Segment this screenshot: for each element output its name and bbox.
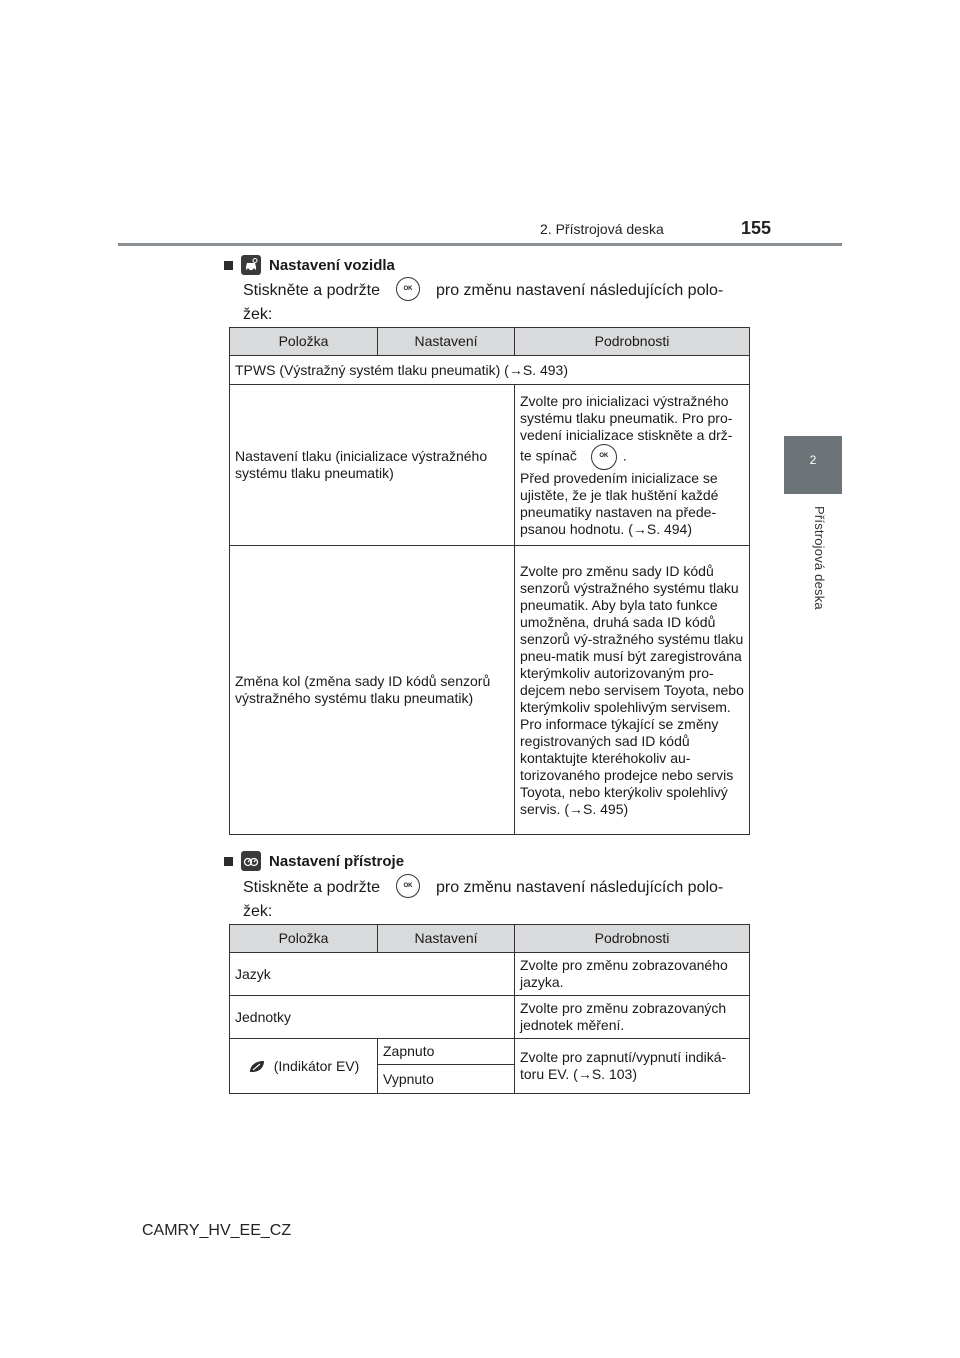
section-intro [243,279,753,327]
ok-button-icon: OK [591,444,617,470]
tpws-row-cell: TPWS (Výstražný systém tlaku pneumatik) (→S. 493) [230,356,750,385]
details-cell: Zvolte pro změnu zobrazovaného jazyka. [515,953,750,996]
column-header-item: Položka [230,328,378,356]
ok-button-icon: OK [396,277,420,301]
vehicle-settings-icon [241,255,261,275]
section-heading-text: Nastavení přístroje [269,852,405,870]
ev-item-cell [230,1039,378,1094]
details-text: . [622,447,627,464]
column-header-details: Podrobnosti [515,328,750,356]
table-row [230,996,750,1039]
table-row [230,953,750,996]
section-heading-text: Nastavení vozidla [269,256,395,274]
chapter-tab: 2 [784,436,842,494]
details-text: Zvolte pro inicializaci výstražného systému tlaku pneumatik. Pro pro-vedení inicializace stiskněte a drž- [520,392,733,443]
item-cell: Nastavení tlaku (inicializace výstražného systému tlaku pneumatik) [230,385,515,546]
table-header-row [230,328,750,356]
item-cell: Jazyk [230,953,515,996]
setting-option-off: Vypnuto [378,1065,515,1094]
intro-text-end: pro změnu nastavení následujících polo- [435,282,724,300]
footer-document-code: CAMRY_HV_EE_CZ [142,1222,292,1239]
page-number: 155 [741,218,772,238]
intro-text-line2: žek: [243,306,273,324]
bullet-icon [224,261,233,270]
bullet-icon [224,857,233,866]
section-meter-settings-heading [224,851,404,871]
intro-text-start: Stiskněte a podržte [243,879,380,897]
column-header-setting: Nastavení [378,925,515,953]
column-header-item: Položka [230,925,378,953]
column-header-setting: Nastavení [378,328,515,356]
details-cell [515,385,750,546]
table-row [230,356,750,385]
section-intro [243,876,753,924]
details-cell: Zvolte pro změnu sady ID kódů senzorů výstražného systému tlaku pneumatik. Aby byla tato funkce umožněna, druhá sada ID kódů senzorů vý-stražného systému tlaku pneu-matik musí být zaregistrována kterýmkoliv autorizovaným pro-dejcem nebo servisem Toyota, nebo kterýmkoliv spolehlivým servisem. Pro informace týkající se změny registrovaných sad ID kódů kontaktujte kteréhokoliv au-torizovaného prodejce nebo servis Toyota, nebo kterýkoliv spolehlivý servis. (→S. 495) [515,546,750,835]
intro-text-start: Stiskněte a podržte [243,282,380,300]
column-header-details: Podrobnosti [515,925,750,953]
table-header-row [230,925,750,953]
meter-settings-icon [241,851,261,871]
details-cell: Zvolte pro zapnutí/vypnutí indiká-toru EV. (→S. 103) [515,1039,750,1094]
vehicle-settings-table [229,327,750,835]
item-cell: Jednotky [230,996,515,1039]
table-row [230,385,750,546]
ev-indicator-icon [248,1060,266,1074]
ev-item-label: (Indikátor EV) [273,1057,360,1074]
table-row [230,546,750,835]
item-cell: Změna kol (změna sady ID kódů senzorů výstražného systému tlaku pneumatik) [230,546,515,835]
intro-text-line2: žek: [243,903,273,921]
header-divider [118,243,842,246]
details-cell: Zvolte pro změnu zobrazovaných jednotek měření. [515,996,750,1039]
details-text: Před provedením inicializace se ujistěte, že je tlak huštění každé pneumatiky nastaven na přede-psanou hodnotu. (→S. 494) [520,469,719,537]
header-section-title: 2. Přístrojová deska [540,221,664,237]
details-text: te spínač [520,447,577,464]
table-row [230,1039,750,1065]
chapter-label: Přístrojová deska [812,506,827,610]
meter-settings-table [229,924,750,1094]
section-vehicle-settings-heading [224,255,395,275]
ok-button-icon: OK [396,874,420,898]
setting-option-on: Zapnuto [378,1039,515,1065]
intro-text-end: pro změnu nastavení následujících polo- [435,879,724,897]
